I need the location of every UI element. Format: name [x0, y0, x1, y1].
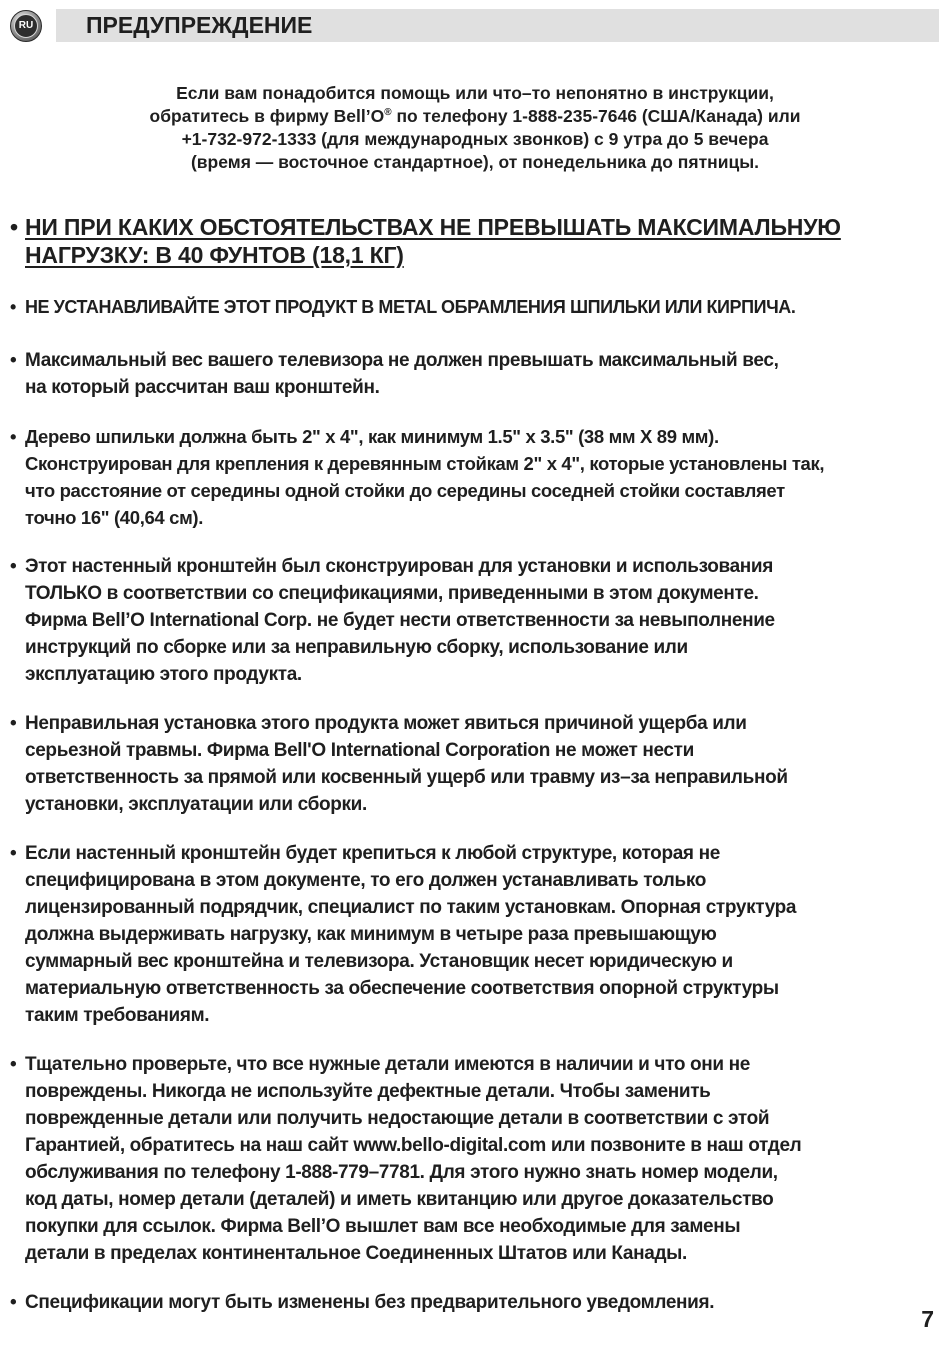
- intro-line-4: (время — восточное стандартное), от понедельника до пятницы.: [190, 152, 760, 172]
- page-number: 7: [921, 1306, 934, 1332]
- warning-line: материальную ответственность за обеспечение соответствия опорной структуры: [25, 978, 779, 999]
- bullet-icon: •: [10, 713, 17, 734]
- warning-item-wood-studs: [10, 423, 940, 531]
- warning-line: Если настенный кронштейн будет крепиться к любой структуре, которая не: [25, 843, 720, 864]
- language-badge-label: RU: [14, 14, 38, 38]
- intro-line-1: Если вам понадобится помощь или что–то непонятно в инструкции,: [176, 83, 774, 103]
- warning-line: поврежденные детали или получить недостающие детали в соответствии с этой: [25, 1108, 770, 1129]
- bullet-icon: •: [10, 843, 17, 864]
- warning-line: покупки для ссылок. Фирма Bell’O вышлет вам все необходимые для замены: [25, 1216, 741, 1237]
- warning-line: НИ ПРИ КАКИХ ОБСТОЯТЕЛЬСТВАХ НЕ ПРЕВЫШАТЬ МАКСИМАЛЬНУЮ: [25, 214, 841, 240]
- warning-line: Фирма Bell’O International Corp. не будет нести ответственности за невыполнение: [25, 610, 775, 631]
- intro-line-3: +1-732-972-1333 (для международных звонков) с 9 утра до 5 вечера: [181, 129, 769, 149]
- registered-trademark-mark: ®: [384, 107, 392, 119]
- bullet-icon: •: [10, 297, 16, 317]
- warning-item-improper-installation: [10, 710, 940, 818]
- warning-item-metal-frame: [10, 294, 940, 321]
- warning-item-specs-change: [10, 1289, 940, 1316]
- warning-line: Спецификации могут быть изменены без предварительного уведомления.: [25, 1292, 715, 1313]
- bullet-icon: •: [10, 350, 17, 371]
- warning-line: точно 16" (40,64 см).: [25, 507, 204, 528]
- warning-line: Максимальный вес вашего телевизора не должен превышать максимальный вес,: [25, 350, 779, 371]
- warning-line: код даты, номер детали (деталей) и иметь квитанцию или другое доказательство: [25, 1189, 774, 1210]
- warning-line: ответственность за прямой или косвенный ущерб или травму из–за неправильной: [25, 767, 788, 788]
- warning-line: НЕ УСТАНАВЛИВАЙТЕ ЭТОТ ПРОДУКТ В METAL ОБРАМЛЕНИЯ ШПИЛЬКИ ИЛИ КИРПИЧА.: [25, 297, 796, 317]
- warning-line: серьезной травмы. Фирма Bell'O International Corporation не может нести: [25, 740, 694, 761]
- warning-line: повреждены. Никогда не используйте дефектные детали. Чтобы заменить: [25, 1081, 711, 1102]
- warning-line: эксплуатацию этого продукта.: [25, 664, 302, 685]
- intro-line-2-end: по телефону 1-888-235-7646 (США/Канада) или: [391, 106, 801, 126]
- page-title: ПРЕДУПРЕЖДЕНИЕ: [86, 12, 313, 38]
- bullet-icon: •: [10, 1054, 17, 1075]
- warning-line: должна выдерживать нагрузку, как минимум в четыре раза превышающую: [25, 924, 717, 945]
- warning-line: Дерево шпильки должна быть 2" x 4", как минимум 1.5" x 3.5" (38 мм X 89 мм).: [25, 426, 719, 447]
- warning-line: обслуживания по телефону 1-888-779–7781. Для этого нужно знать номер модели,: [25, 1162, 778, 1183]
- warning-line: установки, эксплуатации или сборки.: [25, 794, 367, 815]
- warning-line: лицензированный подрядчик, специалист по таким установкам. Опорная структура: [25, 897, 797, 918]
- warning-list: [10, 213, 940, 1316]
- support-contact-paragraph: [75, 82, 875, 174]
- warning-line: Гарантией, обратитесь на наш сайт www.bello-digital.com или позвоните в наш отдел: [25, 1135, 802, 1156]
- warning-line: что расстояние от середины одной стойки до середины соседней стойки составляет: [25, 480, 785, 501]
- warning-line: на который рассчитан ваш кронштейн.: [25, 377, 380, 398]
- warning-line: Тщательно проверьте, что все нужные детали имеются в наличии и что они не: [25, 1054, 750, 1075]
- warning-line: НАГРУЗКУ: В 40 ФУНТОВ (18,1 КГ): [25, 242, 404, 268]
- warning-item-specifications-use: [10, 553, 940, 688]
- warning-line: детали в пределах континентальное Соединенных Штатов или Канады.: [25, 1243, 687, 1264]
- header-bar: [56, 9, 939, 42]
- bullet-icon: •: [10, 1292, 17, 1313]
- warning-line: ТОЛЬКО в соответствии со спецификациями, приведенными в этом документе.: [25, 583, 759, 604]
- bullet-icon: •: [10, 214, 18, 240]
- warning-line: таким требованиям.: [25, 1005, 210, 1026]
- language-badge-icon: [10, 10, 42, 42]
- warning-line: Этот настенный кронштейн был сконструирован для установки и использования: [25, 556, 773, 577]
- warning-item-check-parts: [10, 1051, 940, 1267]
- intro-line-2-start: обратитесь в фирму Bell’O: [149, 106, 385, 126]
- warning-line: инструкций по сборке или за неправильную сборку, использование или: [25, 637, 688, 658]
- intro-line-2: [75, 105, 875, 128]
- warning-item-licensed-contractor: [10, 840, 940, 1029]
- bullet-icon: •: [10, 556, 17, 577]
- page-header: [10, 9, 939, 42]
- warning-line: суммарный вес кронштейна и телевизора. Установщик несет юридическую и: [25, 951, 733, 972]
- bullet-icon: •: [10, 426, 17, 447]
- warning-item-max-load: [10, 213, 940, 269]
- warning-line: Неправильная установка этого продукта может явиться причиной ущерба или: [25, 713, 747, 734]
- warning-line: специфицирована в этом документе, то его должен устанавливать только: [25, 870, 707, 891]
- warning-line: Сконструирован для крепления к деревянным стойкам 2" x 4", которые установлены так,: [25, 453, 825, 474]
- warning-item-tv-weight: [10, 347, 940, 401]
